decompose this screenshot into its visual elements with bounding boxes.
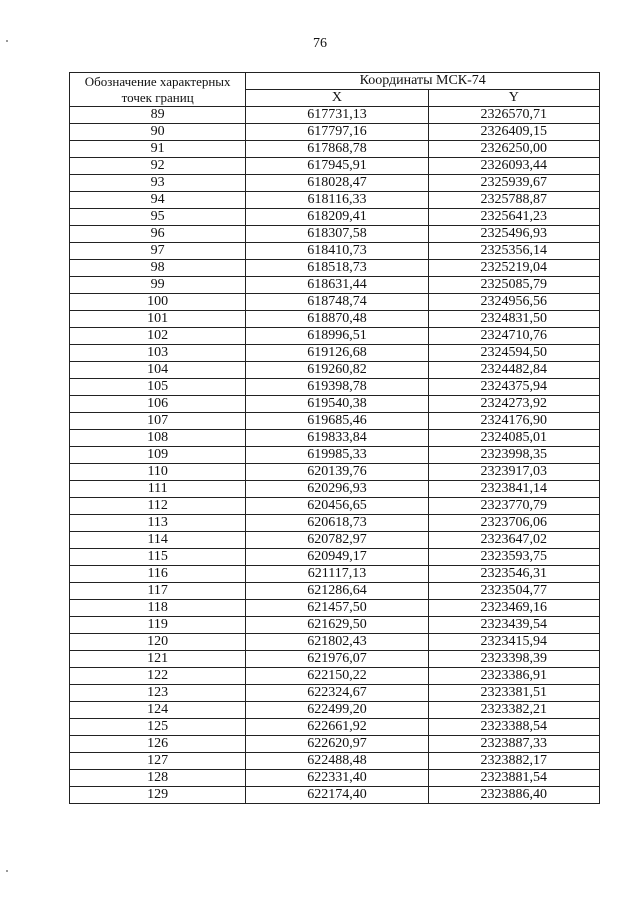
- x-cell: 619260,82: [246, 362, 428, 379]
- y-cell: 2323706,06: [428, 515, 599, 532]
- table-row: [70, 328, 600, 345]
- y-cell: 2325219,04: [428, 260, 599, 277]
- point-cell: 102: [70, 328, 246, 345]
- point-cell: 118: [70, 600, 246, 617]
- x-cell: 620139,76: [246, 464, 428, 481]
- x-cell: 621976,07: [246, 651, 428, 668]
- x-cell: 620949,17: [246, 549, 428, 566]
- table-row: [70, 532, 600, 549]
- x-cell: 622661,92: [246, 719, 428, 736]
- table-row: [70, 226, 600, 243]
- x-cell: 618631,44: [246, 277, 428, 294]
- table-row: [70, 243, 600, 260]
- table-row: [70, 634, 600, 651]
- y-cell: 2323881,54: [428, 770, 599, 787]
- point-cell: 103: [70, 345, 246, 362]
- y-cell: 2323917,03: [428, 464, 599, 481]
- point-cell: 104: [70, 362, 246, 379]
- point-cell: 90: [70, 124, 246, 141]
- y-cell: 2323504,77: [428, 583, 599, 600]
- point-cell: 125: [70, 719, 246, 736]
- x-cell: 621629,50: [246, 617, 428, 634]
- point-cell: 89: [70, 107, 246, 124]
- y-cell: 2323439,54: [428, 617, 599, 634]
- y-cell: 2323381,51: [428, 685, 599, 702]
- x-cell: 622331,40: [246, 770, 428, 787]
- point-cell: 98: [70, 260, 246, 277]
- point-cell: 111: [70, 481, 246, 498]
- point-cell: 99: [70, 277, 246, 294]
- y-cell: 2323887,33: [428, 736, 599, 753]
- y-cell: 2324594,50: [428, 345, 599, 362]
- y-cell: 2323546,31: [428, 566, 599, 583]
- x-cell: 620296,93: [246, 481, 428, 498]
- header-designation: Обозначение характерных точек границ: [70, 73, 246, 107]
- table-row: [70, 753, 600, 770]
- x-cell: 618748,74: [246, 294, 428, 311]
- x-cell: 620456,65: [246, 498, 428, 515]
- y-cell: 2324375,94: [428, 379, 599, 396]
- x-cell: 621117,13: [246, 566, 428, 583]
- y-cell: 2323415,94: [428, 634, 599, 651]
- y-cell: 2323386,91: [428, 668, 599, 685]
- x-cell: 622488,48: [246, 753, 428, 770]
- table-row: [70, 124, 600, 141]
- y-cell: 2323593,75: [428, 549, 599, 566]
- point-cell: 92: [70, 158, 246, 175]
- table-row: [70, 685, 600, 702]
- x-cell: 619126,68: [246, 345, 428, 362]
- point-cell: 123: [70, 685, 246, 702]
- table-row: [70, 260, 600, 277]
- point-cell: 101: [70, 311, 246, 328]
- point-cell: 126: [70, 736, 246, 753]
- table-row: [70, 396, 600, 413]
- y-cell: 2324273,92: [428, 396, 599, 413]
- x-cell: 617945,91: [246, 158, 428, 175]
- table-row: [70, 294, 600, 311]
- table-row: [70, 362, 600, 379]
- y-cell: 2323388,54: [428, 719, 599, 736]
- y-cell: 2323882,17: [428, 753, 599, 770]
- y-cell: 2323998,35: [428, 447, 599, 464]
- table-row: [70, 447, 600, 464]
- scan-dot: [6, 870, 8, 872]
- x-cell: 618518,73: [246, 260, 428, 277]
- x-cell: 622499,20: [246, 702, 428, 719]
- y-cell: 2324710,76: [428, 328, 599, 345]
- table-row: [70, 549, 600, 566]
- table-row: [70, 787, 600, 804]
- point-cell: 115: [70, 549, 246, 566]
- x-cell: 619398,78: [246, 379, 428, 396]
- y-cell: 2324176,90: [428, 413, 599, 430]
- y-cell: 2323469,16: [428, 600, 599, 617]
- point-cell: 106: [70, 396, 246, 413]
- table-row: [70, 702, 600, 719]
- point-cell: 96: [70, 226, 246, 243]
- point-cell: 119: [70, 617, 246, 634]
- point-cell: 116: [70, 566, 246, 583]
- table-row: [70, 464, 600, 481]
- y-cell: 2325356,14: [428, 243, 599, 260]
- point-cell: 107: [70, 413, 246, 430]
- point-cell: 120: [70, 634, 246, 651]
- x-cell: 617731,13: [246, 107, 428, 124]
- y-cell: 2323770,79: [428, 498, 599, 515]
- point-cell: 114: [70, 532, 246, 549]
- x-cell: 619833,84: [246, 430, 428, 447]
- x-cell: 618410,73: [246, 243, 428, 260]
- table-row: [70, 600, 600, 617]
- table-row: [70, 158, 600, 175]
- point-cell: 100: [70, 294, 246, 311]
- table-row: [70, 651, 600, 668]
- x-cell: 617797,16: [246, 124, 428, 141]
- header-x: X: [246, 90, 428, 107]
- point-cell: 93: [70, 175, 246, 192]
- y-cell: 2323647,02: [428, 532, 599, 549]
- y-cell: 2324956,56: [428, 294, 599, 311]
- point-cell: 112: [70, 498, 246, 515]
- x-cell: 621802,43: [246, 634, 428, 651]
- y-cell: 2323841,14: [428, 481, 599, 498]
- table-row: [70, 209, 600, 226]
- point-cell: 113: [70, 515, 246, 532]
- point-cell: 121: [70, 651, 246, 668]
- x-cell: 621457,50: [246, 600, 428, 617]
- table-row: [70, 583, 600, 600]
- table-row: [70, 770, 600, 787]
- x-cell: 619985,33: [246, 447, 428, 464]
- point-cell: 105: [70, 379, 246, 396]
- x-cell: 619685,46: [246, 413, 428, 430]
- y-cell: 2325641,23: [428, 209, 599, 226]
- point-cell: 109: [70, 447, 246, 464]
- x-cell: 622620,97: [246, 736, 428, 753]
- y-cell: 2324482,84: [428, 362, 599, 379]
- x-cell: 618307,58: [246, 226, 428, 243]
- table-row: [70, 277, 600, 294]
- y-cell: 2326093,44: [428, 158, 599, 175]
- x-cell: 622324,67: [246, 685, 428, 702]
- y-cell: 2324831,50: [428, 311, 599, 328]
- x-cell: 622150,22: [246, 668, 428, 685]
- x-cell: 622174,40: [246, 787, 428, 804]
- y-cell: 2326570,71: [428, 107, 599, 124]
- table-row: [70, 345, 600, 362]
- y-cell: 2323398,39: [428, 651, 599, 668]
- x-cell: 620782,97: [246, 532, 428, 549]
- x-cell: 618996,51: [246, 328, 428, 345]
- table-row: [70, 736, 600, 753]
- x-cell: 620618,73: [246, 515, 428, 532]
- table-body: [70, 107, 600, 804]
- y-cell: 2326250,00: [428, 141, 599, 158]
- coordinates-table: [69, 72, 600, 804]
- table-row: [70, 107, 600, 124]
- y-cell: 2325496,93: [428, 226, 599, 243]
- point-cell: 129: [70, 787, 246, 804]
- table-row: [70, 379, 600, 396]
- point-cell: 124: [70, 702, 246, 719]
- table-row: [70, 175, 600, 192]
- y-cell: 2326409,15: [428, 124, 599, 141]
- x-cell: 619540,38: [246, 396, 428, 413]
- header-y: Y: [428, 90, 599, 107]
- point-cell: 91: [70, 141, 246, 158]
- table-row: [70, 515, 600, 532]
- table-row: [70, 311, 600, 328]
- point-cell: 117: [70, 583, 246, 600]
- table-row: [70, 668, 600, 685]
- table-row: [70, 481, 600, 498]
- table-row: [70, 430, 600, 447]
- header-coordinates: Координаты МСК-74: [246, 73, 600, 90]
- table-row: [70, 719, 600, 736]
- x-cell: 617868,78: [246, 141, 428, 158]
- point-cell: 97: [70, 243, 246, 260]
- y-cell: 2323886,40: [428, 787, 599, 804]
- x-cell: 618870,48: [246, 311, 428, 328]
- table-row: [70, 617, 600, 634]
- y-cell: 2325788,87: [428, 192, 599, 209]
- point-cell: 122: [70, 668, 246, 685]
- table-row: [70, 498, 600, 515]
- point-cell: 108: [70, 430, 246, 447]
- y-cell: 2324085,01: [428, 430, 599, 447]
- table-row: [70, 413, 600, 430]
- point-cell: 95: [70, 209, 246, 226]
- point-cell: 110: [70, 464, 246, 481]
- table-row: [70, 192, 600, 209]
- point-cell: 94: [70, 192, 246, 209]
- x-cell: 621286,64: [246, 583, 428, 600]
- x-cell: 618028,47: [246, 175, 428, 192]
- point-cell: 128: [70, 770, 246, 787]
- y-cell: 2325939,67: [428, 175, 599, 192]
- y-cell: 2325085,79: [428, 277, 599, 294]
- x-cell: 618209,41: [246, 209, 428, 226]
- point-cell: 127: [70, 753, 246, 770]
- table-row: [70, 141, 600, 158]
- page-number: 76: [313, 36, 327, 51]
- y-cell: 2323382,21: [428, 702, 599, 719]
- x-cell: 618116,33: [246, 192, 428, 209]
- table-row: [70, 566, 600, 583]
